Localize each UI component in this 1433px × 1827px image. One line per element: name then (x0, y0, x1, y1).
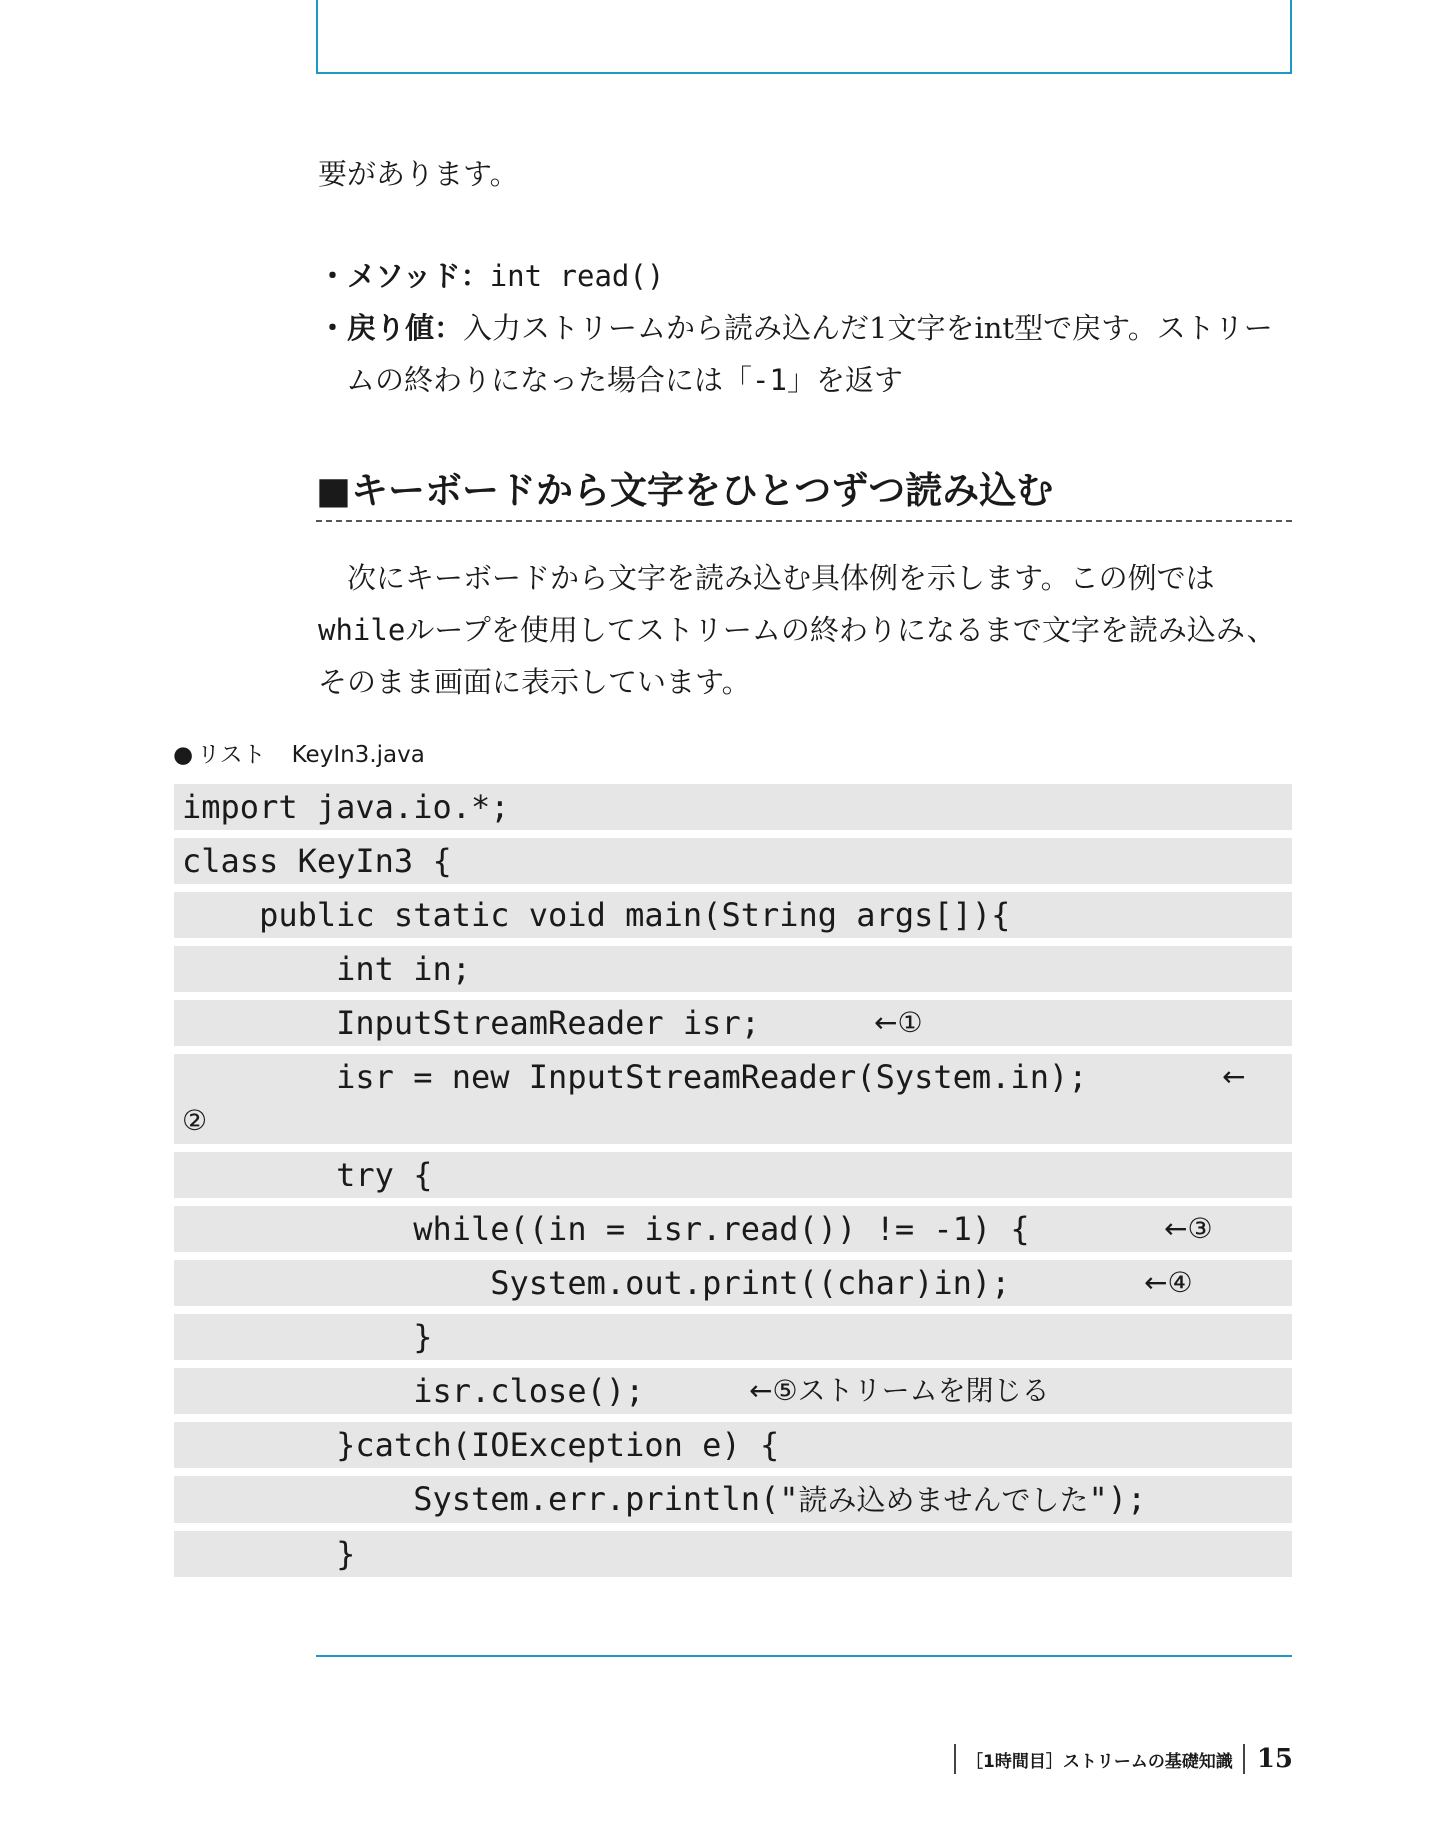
continuation-paragraph: 要があります。 (318, 157, 519, 191)
section-body-before: 次にキーボードから文字を読み込む具体例を示します。この例では (347, 561, 1215, 595)
annotation-3: ←③ (1164, 1212, 1213, 1245)
code-line: } (174, 1531, 1292, 1577)
code-line: isr.close(); ←⑤ストリームを閉じる (174, 1368, 1292, 1414)
page-footer (954, 1742, 1293, 1776)
annotation-2-arrow: ← (1222, 1060, 1246, 1093)
annotation-4: ←④ (1144, 1266, 1193, 1299)
page-number: 15 (1256, 1744, 1293, 1774)
code-line: public static void main(String args[]){ (174, 892, 1292, 938)
bottom-rule (316, 1655, 1292, 1657)
section-body-code: while (318, 613, 406, 647)
code-line: while((in = isr.read()) != -1) { ←③ (174, 1206, 1292, 1252)
returns-bullet (318, 302, 1294, 406)
method-signature: int read() (489, 259, 665, 293)
listing-bullet: ● (173, 742, 194, 768)
listing-caption (173, 738, 425, 772)
annotation-1: ←① (874, 1006, 923, 1039)
footer-divider (954, 1744, 956, 1774)
code-listing (174, 784, 1292, 1585)
method-label: ・メソッド： (318, 259, 490, 293)
returns-label: ・戻り値： (318, 311, 464, 345)
code-line: class KeyIn3 { (174, 838, 1292, 884)
code-line: try { (174, 1152, 1292, 1198)
code-line: import java.io.*; (174, 784, 1292, 830)
footer-chapter: ［1時間目］ストリームの基礎知識 (965, 1751, 1233, 1772)
code-line: System.out.print((char)in); ←④ (174, 1260, 1292, 1306)
section-body (318, 552, 1292, 708)
code-line: isr = new InputStreamReader(System.in); ← ② (174, 1054, 1292, 1144)
returns-code: -1 (752, 363, 787, 397)
method-bullet (318, 250, 1294, 302)
code-japanese-string: 読み込めませんでした (798, 1483, 1089, 1517)
top-frame-box (316, 0, 1292, 74)
code-line: InputStreamReader isr; ←① (174, 1000, 1292, 1046)
listing-filename: KeyIn3.java (291, 742, 425, 768)
listing-label: リスト (197, 742, 266, 768)
code-line: System.err.println("読み込めませんでした"); (174, 1476, 1292, 1523)
code-line: }catch(IOException e) { (174, 1422, 1292, 1468)
footer-divider (1243, 1744, 1245, 1774)
code-line: int in; (174, 946, 1292, 992)
annotation-2-number: ② (182, 1104, 208, 1137)
code-line: } (174, 1314, 1292, 1360)
returns-text-after: 」を返す (786, 363, 903, 397)
annotation-5: ←⑤ストリームを閉じる (749, 1374, 1050, 1407)
section-heading: ■キーボードから文字をひとつずつ読み込む (316, 466, 1292, 522)
section-body-after: ループを使用してストリームの終わりになるまで文字を読み込み、そのまま画面に表示しています。 (318, 613, 1276, 699)
returns-text-before: 入力ストリームから読み込んだ1文字をint型で戻す。ストリームの終わりになった場合には「 (346, 311, 1273, 397)
